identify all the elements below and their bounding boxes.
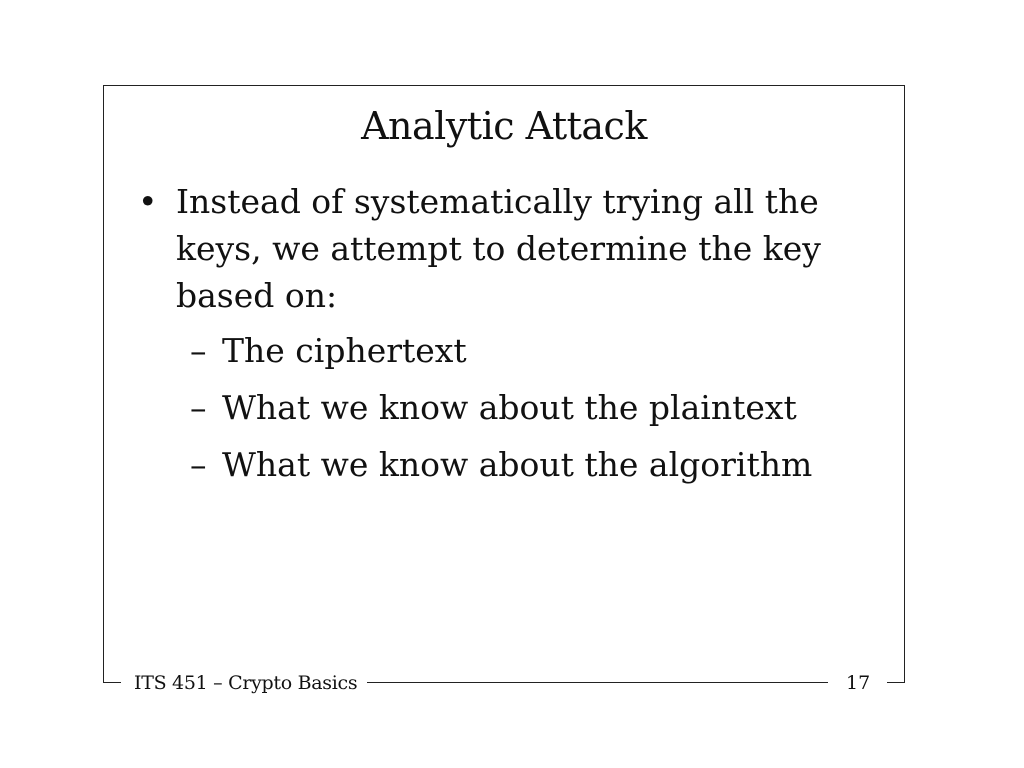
frame-bottom-left-line xyxy=(103,682,121,683)
sub-bullet-item xyxy=(138,327,858,374)
sub-bullet-text: What we know about the algorithm xyxy=(222,445,813,484)
bullet-item xyxy=(138,178,858,319)
sub-bullet-list xyxy=(138,327,858,488)
slide-content xyxy=(138,178,858,498)
footer-divider-line xyxy=(367,682,828,683)
sub-bullet-text: What we know about the plaintext xyxy=(222,388,797,427)
sub-bullet-text: The ciphertext xyxy=(222,331,467,370)
footer-page-number: 17 xyxy=(846,672,871,694)
bullet-marker: • xyxy=(138,182,158,221)
bullet-text: Instead of systematically trying all the keys, we attempt to determine the key based on: xyxy=(176,182,821,315)
slide-title: Analytic Attack xyxy=(361,104,647,148)
sub-bullet-item xyxy=(138,441,858,488)
sub-bullet-marker: – xyxy=(190,388,207,427)
frame-bottom-right-line xyxy=(887,682,905,683)
sub-bullet-marker: – xyxy=(190,445,207,484)
sub-bullet-item xyxy=(138,384,858,431)
sub-bullet-marker: – xyxy=(190,331,207,370)
footer-course-label: ITS 451 – Crypto Basics xyxy=(134,672,358,694)
